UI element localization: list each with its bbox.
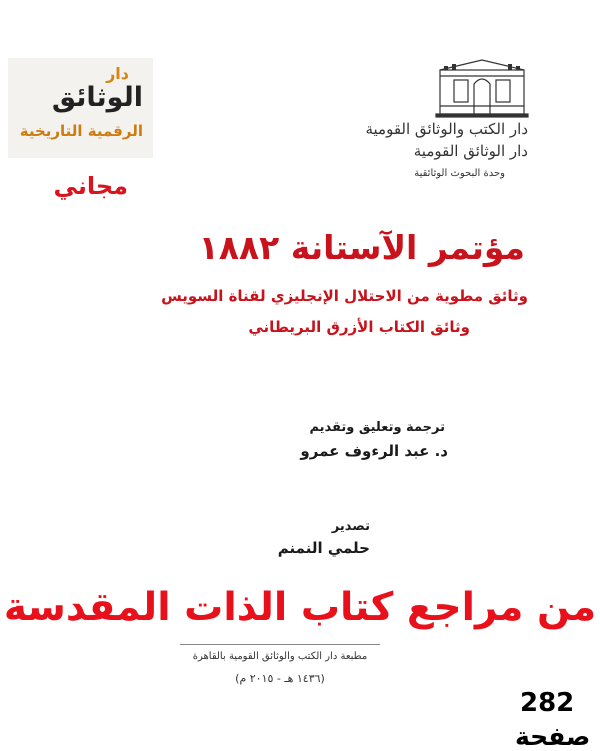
press-year: (١٤٣٦ هـ - ٢٠١٥ م) — [235, 672, 325, 685]
translator-name: د. عبد الرءوف عمرو — [300, 442, 448, 460]
book-subtitle: وثائق مطوية من الاحتلال الإنجليزي لقناة السويس — [161, 287, 528, 305]
press-name: مطبعة دار الكتب والوثائق القومية بالقاهرة — [180, 644, 380, 662]
emblem-line-3: وحدة البحوث الوثائقية — [414, 168, 505, 179]
foreword-role: تصدير — [331, 519, 370, 534]
building-emblem-icon — [432, 58, 532, 118]
reference-banner: من مراجع كتاب الذات المقدسة — [3, 585, 597, 630]
page-count: 282 — [520, 688, 575, 718]
book-subtitle-2: وثائق الكتاب الأزرق البريطاني — [248, 318, 470, 336]
free-label: مجاني — [53, 172, 128, 200]
foreword-name: حلمي النمنم — [277, 539, 370, 557]
emblem-line-1: دار الكتب والوثائق القومية — [365, 120, 528, 138]
logo-subtitle-text: الرقمية التاريخية — [19, 122, 143, 140]
logo-name-text: الوثائق — [51, 82, 143, 113]
logo-dar-text: دار — [106, 64, 129, 83]
emblem-line-2: دار الوثائق القومية — [413, 142, 528, 160]
page-count-label: صفحة — [515, 722, 591, 751]
book-title: مؤتمر الآستانة ١٨٨٢ — [198, 228, 525, 267]
publisher-logo — [8, 58, 153, 158]
translator-role: ترجمة وتعليق وتقديم — [309, 420, 445, 435]
